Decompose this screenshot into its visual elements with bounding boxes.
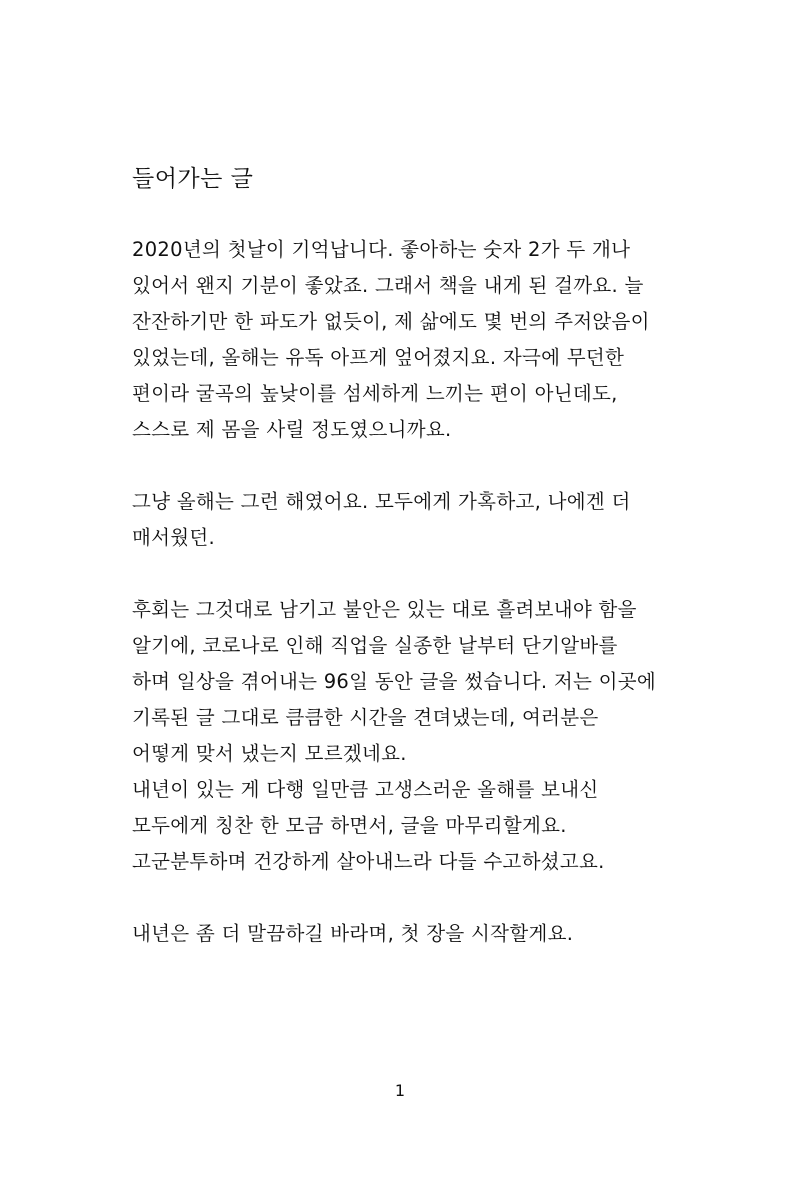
body-text [132,232,692,952]
paragraph [132,592,692,880]
paragraph-spacer [132,880,692,916]
page-number: 1 [394,1081,406,1100]
text-line: 있었는데, 올해는 유독 아프게 엎어졌지요. 자극에 무던한 [132,346,625,369]
text-line: 내년이 있는 게 다행 일만큼 고생스러운 올해를 보내신 [132,778,599,801]
text-line: 알기에, 코로나로 인해 직업을 실종한 날부터 단기알바를 [132,634,618,657]
text-line: 2020년의 첫날이 기억납니다. 좋아하는 숫자 2가 두 개나 [132,238,631,261]
page-title: 들어가는 글 [132,166,254,192]
paragraph [132,916,692,952]
text-line: 그냥 올해는 그런 해였어요. 모두에게 가혹하고, 나에겐 더 [132,490,631,513]
text-line: 하며 일상을 겪어내는 96일 동안 글을 썼습니다. 저는 이곳에 [132,670,657,693]
text-line: 스스로 제 몸을 사릴 정도였으니까요. [132,418,452,441]
text-line: 모두에게 칭찬 한 모금 하면서, 글을 마무리할게요. [132,814,567,837]
paragraph [132,484,692,556]
text-line: 어떻게 맞서 냈는지 모르겠네요. [132,742,407,765]
text-line: 있어서 왠지 기분이 좋았죠. 그래서 책을 내게 된 걸까요. 늘 [132,274,644,297]
text-line: 기록된 글 그대로 큼큼한 시간을 견뎌냈는데, 여러분은 [132,706,599,729]
text-line: 편이라 굴곡의 높낮이를 섬세하게 느끼는 편이 아닌데도, [132,382,618,405]
text-line: 잔잔하기만 한 파도가 없듯이, 제 삶에도 몇 번의 주저앉음이 [132,310,650,333]
text-line: 매서웠던. [132,526,216,549]
paragraph-spacer [132,448,692,484]
paragraph [132,232,692,448]
text-line: 고군분투하며 건강하게 살아내느라 다들 수고하셨고요. [132,850,605,873]
paragraph-spacer [132,556,692,592]
text-line: 내년은 좀 더 말끔하길 바라며, 첫 장을 시작할게요. [132,922,574,945]
text-line: 후회는 그것대로 남기고 불안은 있는 대로 흘려보내야 함을 [132,598,637,621]
